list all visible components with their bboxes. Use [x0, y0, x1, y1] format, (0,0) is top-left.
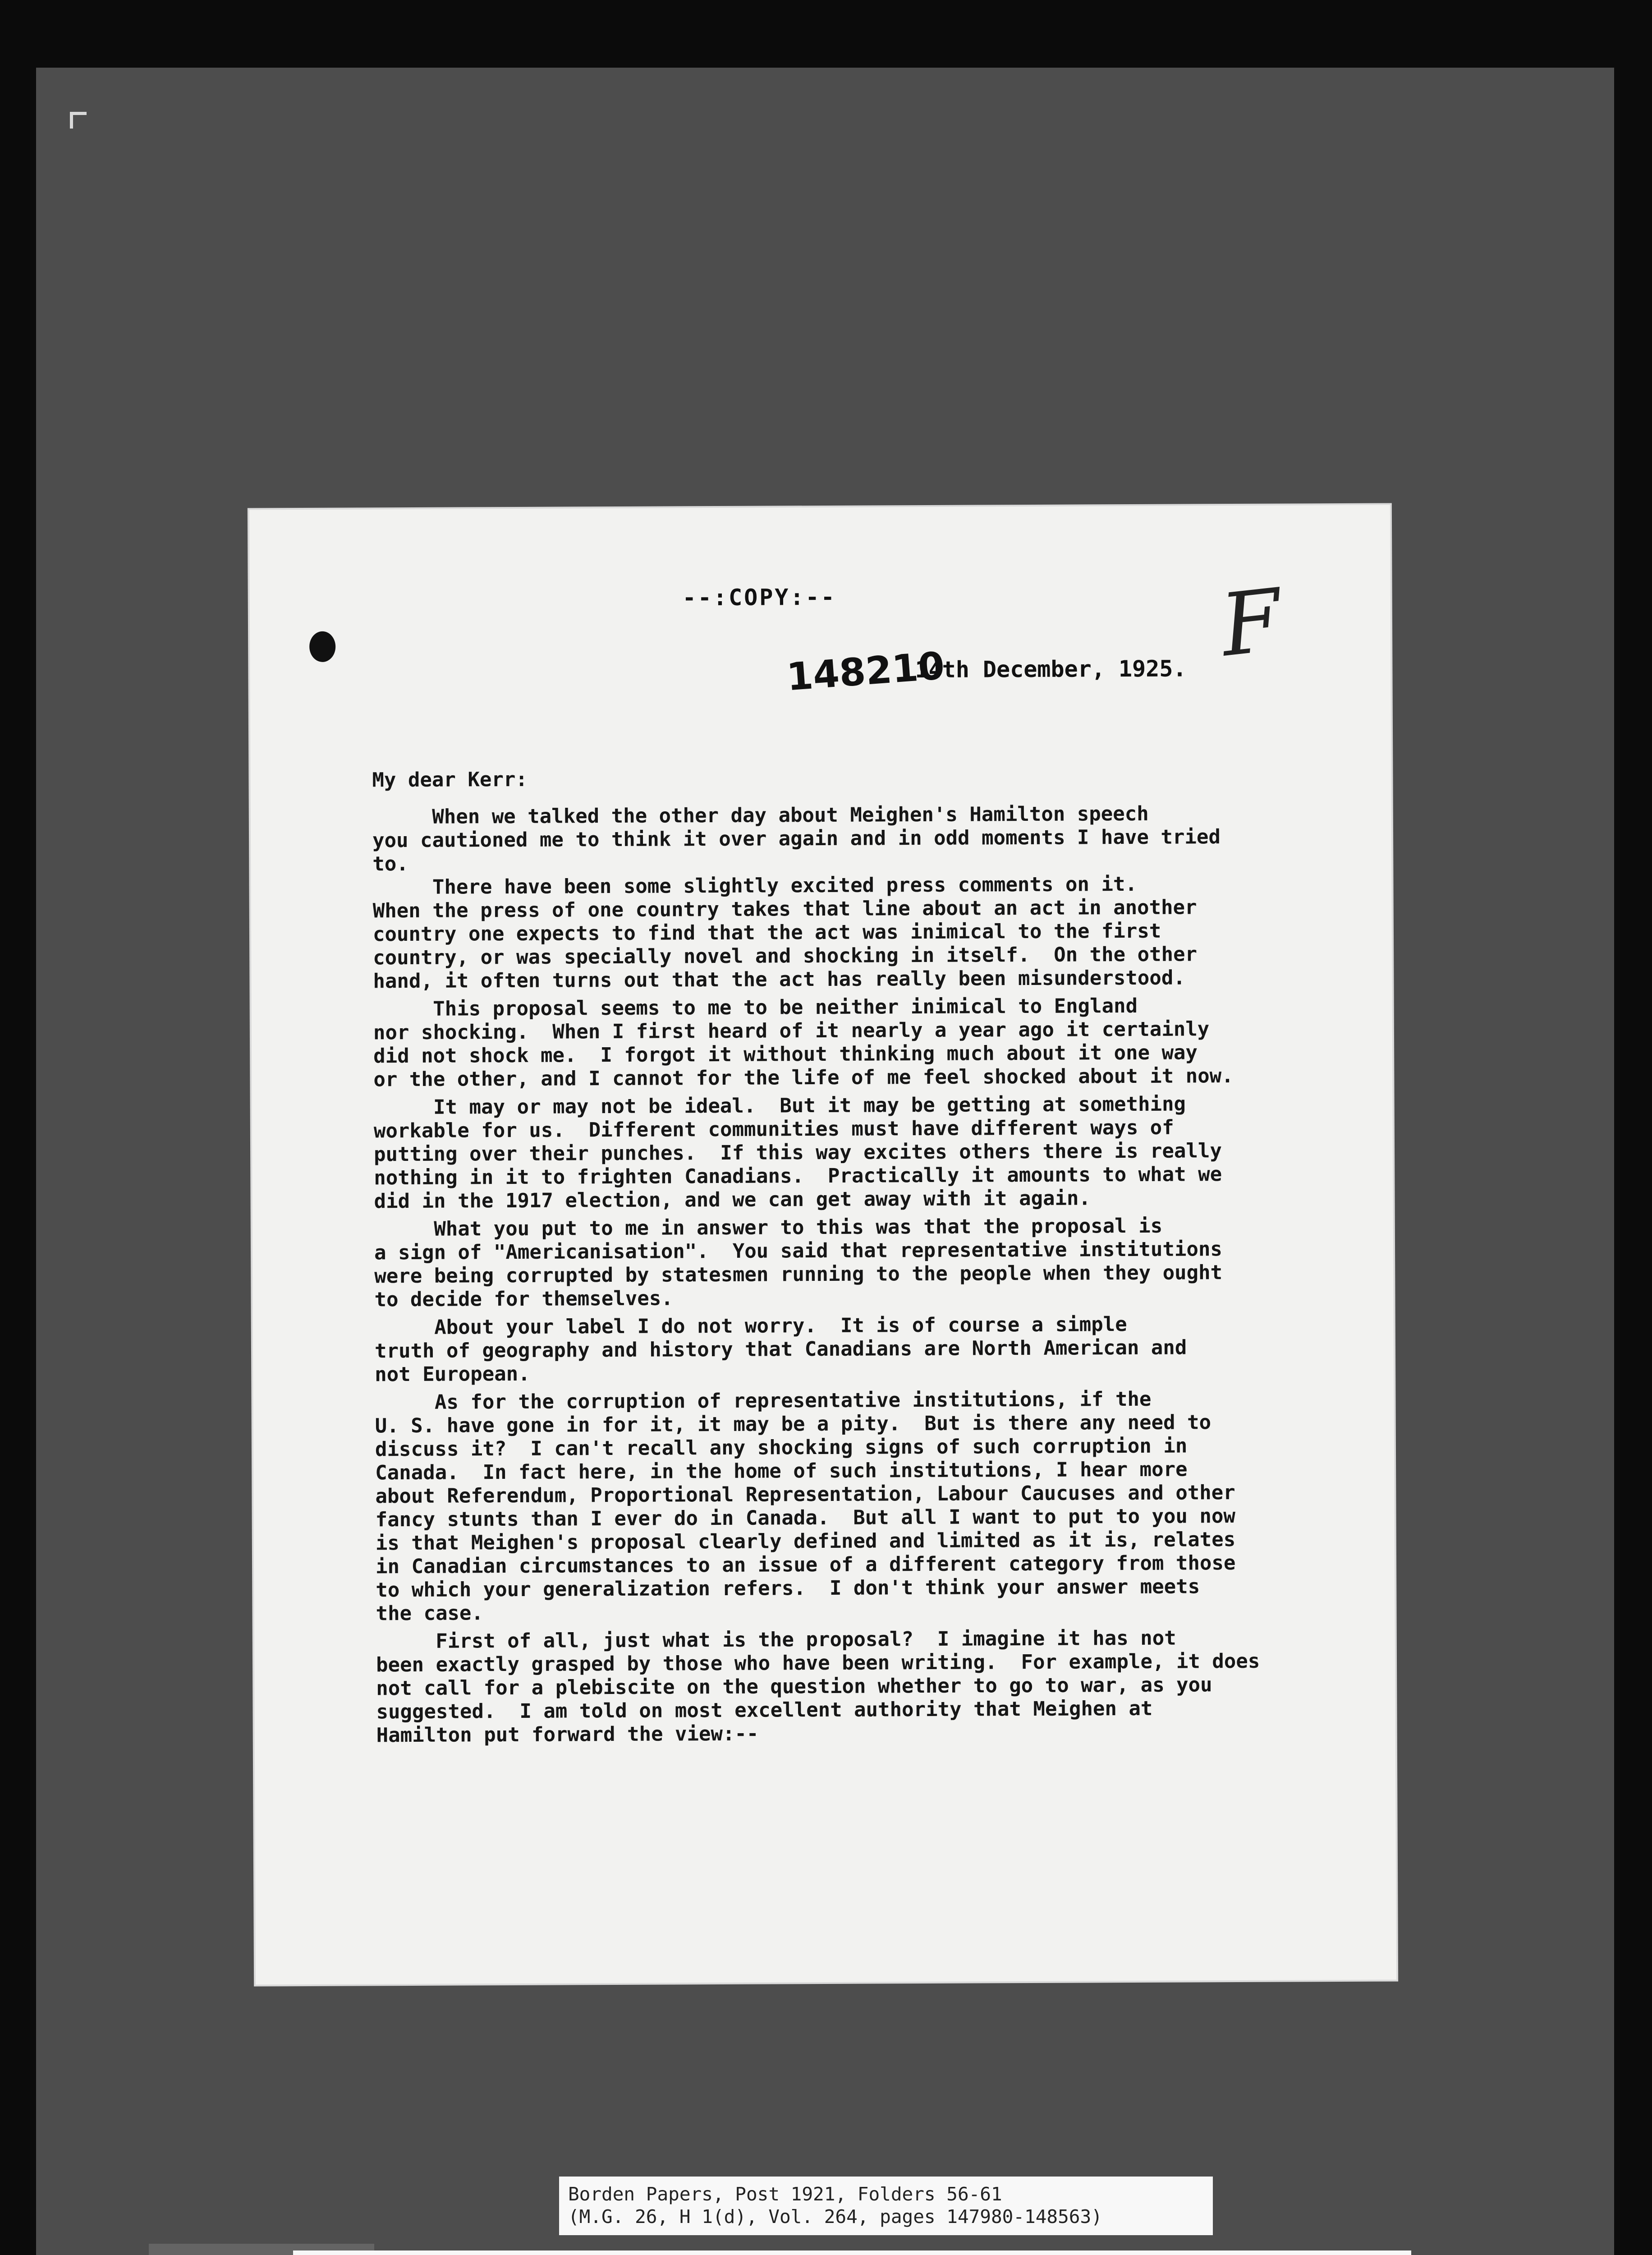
letter-line: Canada. In fact here, in the home of such institutions, I hear more [375, 1458, 1188, 1485]
letter-line: When we talked the other day about Meighen's Hamilton speech [372, 802, 1149, 829]
letter-line: to which your generalization refers. I don't think your answer meets [376, 1575, 1200, 1602]
letter-line: not call for a plebiscite on the question whether to go to war, as you [376, 1673, 1212, 1700]
letter-line: you cautioned me to think it over again and in odd moments I have tried [372, 825, 1221, 852]
archives-card [293, 2250, 1411, 2255]
letter-line: the case. [376, 1602, 484, 1625]
letter-line: U. S. have gone in for it, it may be a pity. But is there any need to [375, 1411, 1211, 1438]
letter-line: As for the corruption of representative institutions, if the [375, 1387, 1152, 1414]
letter-line: not European. [375, 1362, 530, 1386]
letter-line: putting over their punches. If this way excites others there is really [374, 1139, 1222, 1166]
letter-line: suggested. I am told on most excellent authority that Meighen at [376, 1697, 1153, 1724]
letter-line: is that Meighen's proposal clearly defined and limited as it is, relates [375, 1528, 1236, 1555]
salutation: My dear Kerr: [372, 768, 528, 792]
letter-line: did in the 1917 election, and we can get away with it again. [374, 1187, 1091, 1213]
catalog-line-1: Borden Papers, Post 1921, Folders 56-61 [568, 2183, 1002, 2205]
letter-line: When the press of one country takes that line about an act in another [372, 896, 1197, 923]
catalog-label [559, 2177, 1213, 2235]
stamped-page-number: 148210 [785, 643, 946, 700]
punch-hole [309, 631, 335, 662]
letter-body [372, 764, 1345, 1747]
letter-line: to decide for themselves. [374, 1287, 673, 1312]
letter-line: been exactly grasped by those who have been writing. For example, it does [376, 1649, 1260, 1677]
letter-line: or the other, and I cannot for the life of me feel shocked about it now. [373, 1064, 1234, 1091]
letter-line: fancy stunts than I ever do in Canada. But all I want to put to you now [375, 1505, 1236, 1532]
letter-line: About your label I do not worry. It is of course a simple [374, 1313, 1127, 1339]
letter-line: hand, it often turns out that the act has really been misunderstood. [373, 966, 1185, 993]
handwritten-initial: F [1216, 570, 1286, 676]
catalog-line-2: (M.G. 26, H 1(d), Vol. 264, pages 147980-148563) [568, 2206, 1102, 2227]
letter-line: a sign of "Americanisation". You said that representative institutions [374, 1238, 1222, 1265]
letter-date: 14th December, 1925. [915, 655, 1187, 683]
frame-corner-mark [70, 112, 87, 129]
letter-line: nothing in it to frighten Canadians. Practically it amounts to what we [374, 1163, 1222, 1190]
letter-line: truth of geography and history that Canadians are North American and [374, 1336, 1187, 1363]
letter-paragraphs [372, 801, 1346, 1747]
letter-line: country, or was specially novel and shocking in itself. On the other [373, 943, 1198, 970]
letter-line: in Canadian circumstances to an issue of a different category from those [375, 1551, 1236, 1578]
letter-line: to. [372, 852, 408, 876]
letter-line: workable for us. Different communities must have different ways of [373, 1116, 1174, 1143]
letter-line: There have been some slightly excited press comments on it. [372, 872, 1138, 899]
letter-line: Hamilton put forward the view:-- [376, 1722, 759, 1747]
letter-line: This proposal seems to me to be neither inimical to England [373, 994, 1138, 1021]
letter-line: First of all, just what is the proposal? I imagine it has not [376, 1626, 1176, 1653]
letter-line: nor shocking. When I first heard of it nearly a year ago it certainly [373, 1017, 1210, 1045]
letter-line: discuss it? I can't recall any shocking signs of such corruption in [375, 1434, 1188, 1461]
letter-line: about Referendum, Proportional Representation, Labour Caucuses and other [375, 1481, 1235, 1508]
letter-page [249, 505, 1396, 1984]
copy-heading: --:COPY:-- [682, 584, 836, 611]
letter-line: It may or may not be ideal. But it may be getting at something [373, 1092, 1186, 1119]
letter-line: What you put to me in answer to this was that the proposal is [374, 1214, 1163, 1241]
letter-line: country one expects to find that the act was inimical to the first [372, 919, 1161, 946]
letter-line: did not shock me. I forgot it without thinking much about it one way [373, 1041, 1198, 1068]
letter-line: were being corrupted by statesmen running to the people when they ought [374, 1261, 1223, 1288]
